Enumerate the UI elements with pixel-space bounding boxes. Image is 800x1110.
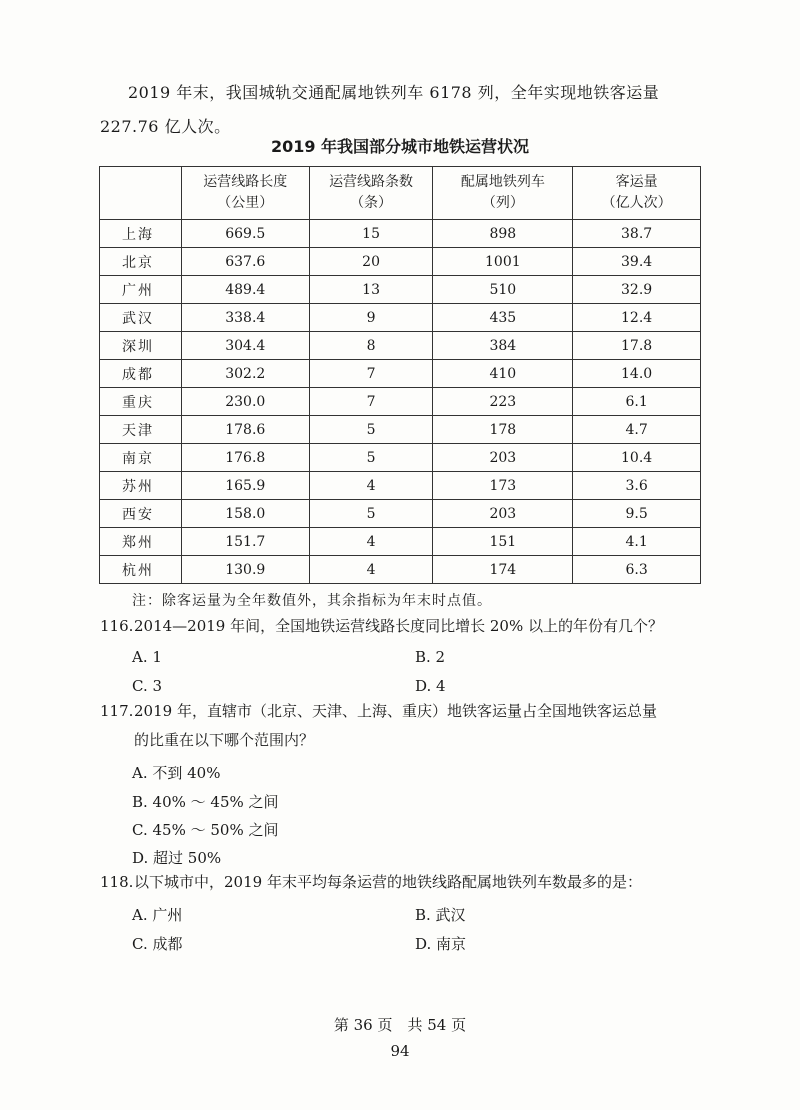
trains-cell: 435 bbox=[433, 304, 573, 332]
line-count-cell: 9 bbox=[309, 304, 433, 332]
line-length-cell: 230.0 bbox=[181, 388, 309, 416]
question-117-option-d[interactable]: D. 超过 50% bbox=[132, 849, 222, 867]
line-length-cell: 130.9 bbox=[181, 556, 309, 584]
city-cell: 武汉 bbox=[100, 304, 182, 332]
page-number: 94 bbox=[390, 1042, 410, 1060]
table-row bbox=[100, 360, 701, 388]
city-cell: 北京 bbox=[100, 248, 182, 276]
line-count-cell: 7 bbox=[309, 388, 433, 416]
line-length-cell: 165.9 bbox=[181, 472, 309, 500]
line-count-cell: 13 bbox=[309, 276, 433, 304]
line-length-cell: 489.4 bbox=[181, 276, 309, 304]
page-info: 第 36 页 共 54 页 bbox=[333, 1016, 467, 1034]
trains-cell: 203 bbox=[433, 444, 573, 472]
question-116 bbox=[100, 612, 663, 641]
question-117 bbox=[100, 697, 657, 755]
table-row bbox=[100, 500, 701, 528]
trains-cell: 178 bbox=[433, 416, 573, 444]
table-row bbox=[100, 248, 701, 276]
ridership-cell: 14.0 bbox=[573, 360, 701, 388]
header-line-count: 运营线路条数 （条） bbox=[309, 167, 433, 220]
table-row bbox=[100, 444, 701, 472]
question-116-option-d[interactable]: D. 4 bbox=[415, 677, 446, 695]
line-length-cell: 176.8 bbox=[181, 444, 309, 472]
line-count-cell: 5 bbox=[309, 416, 433, 444]
line-length-cell: 669.5 bbox=[181, 220, 309, 248]
question-118 bbox=[100, 868, 642, 897]
question-117-option-c[interactable]: C. 45% ～ 50% 之间 bbox=[132, 821, 279, 839]
trains-cell: 898 bbox=[433, 220, 573, 248]
city-cell: 郑州 bbox=[100, 528, 182, 556]
ridership-cell: 4.1 bbox=[573, 528, 701, 556]
table-row bbox=[100, 304, 701, 332]
question-117-option-b[interactable]: B. 40% ～ 45% 之间 bbox=[132, 793, 279, 811]
table-row bbox=[100, 276, 701, 304]
question-118-option-a[interactable]: A. 广州 bbox=[132, 906, 183, 924]
ridership-cell: 17.8 bbox=[573, 332, 701, 360]
line-length-cell: 304.4 bbox=[181, 332, 309, 360]
ridership-cell: 3.6 bbox=[573, 472, 701, 500]
table-row bbox=[100, 332, 701, 360]
question-118-option-b[interactable]: B. 武汉 bbox=[415, 906, 466, 924]
question-number: 117. bbox=[100, 702, 134, 720]
city-cell: 广州 bbox=[100, 276, 182, 304]
question-116-option-a[interactable]: A. 1 bbox=[132, 648, 162, 666]
question-118-option-d[interactable]: D. 南京 bbox=[415, 935, 467, 953]
city-cell: 重庆 bbox=[100, 388, 182, 416]
line-count-cell: 8 bbox=[309, 332, 433, 360]
table-row bbox=[100, 220, 701, 248]
table-title: 2019 年我国部分城市地铁运营状况 bbox=[270, 137, 530, 156]
question-117-option-a[interactable]: A. 不到 40% bbox=[132, 764, 221, 782]
line-count-cell: 4 bbox=[309, 556, 433, 584]
line-length-cell: 151.7 bbox=[181, 528, 309, 556]
header-line-length: 运营线路长度 （公里） bbox=[181, 167, 309, 220]
ridership-cell: 38.7 bbox=[573, 220, 701, 248]
table-row bbox=[100, 528, 701, 556]
ridership-cell: 6.1 bbox=[573, 388, 701, 416]
question-stem: 2019 年，直辖市（北京、天津、上海、重庆）地铁客运量占全国地铁客运总量 bbox=[134, 702, 657, 720]
ridership-cell: 12.4 bbox=[573, 304, 701, 332]
subway-data-table bbox=[99, 166, 701, 584]
ridership-cell: 39.4 bbox=[573, 248, 701, 276]
question-116-option-b[interactable]: B. 2 bbox=[415, 648, 446, 666]
ridership-cell: 10.4 bbox=[573, 444, 701, 472]
line-length-cell: 338.4 bbox=[181, 304, 309, 332]
table-row bbox=[100, 388, 701, 416]
city-cell: 深圳 bbox=[100, 332, 182, 360]
trains-cell: 384 bbox=[433, 332, 573, 360]
city-cell: 成都 bbox=[100, 360, 182, 388]
city-cell: 上海 bbox=[100, 220, 182, 248]
city-cell: 苏州 bbox=[100, 472, 182, 500]
table-row bbox=[100, 472, 701, 500]
line-length-cell: 302.2 bbox=[181, 360, 309, 388]
trains-cell: 174 bbox=[433, 556, 573, 584]
city-cell: 天津 bbox=[100, 416, 182, 444]
line-count-cell: 5 bbox=[309, 444, 433, 472]
question-number: 116. bbox=[100, 617, 134, 635]
line-length-cell: 178.6 bbox=[181, 416, 309, 444]
question-number: 118. bbox=[100, 873, 134, 891]
city-cell: 南京 bbox=[100, 444, 182, 472]
line-count-cell: 7 bbox=[309, 360, 433, 388]
header-blank bbox=[100, 167, 182, 220]
line-count-cell: 4 bbox=[309, 528, 433, 556]
trains-cell: 151 bbox=[433, 528, 573, 556]
table-row bbox=[100, 416, 701, 444]
line-count-cell: 20 bbox=[309, 248, 433, 276]
line-count-cell: 5 bbox=[309, 500, 433, 528]
trains-cell: 203 bbox=[433, 500, 573, 528]
question-116-option-c[interactable]: C. 3 bbox=[132, 677, 163, 695]
ridership-cell: 9.5 bbox=[573, 500, 701, 528]
table-header-row bbox=[100, 167, 701, 220]
city-cell: 西安 bbox=[100, 500, 182, 528]
table-body bbox=[100, 220, 701, 584]
trains-cell: 173 bbox=[433, 472, 573, 500]
question-stem-continued: 的比重在以下哪个范围内？ bbox=[134, 731, 315, 749]
ridership-cell: 32.9 bbox=[573, 276, 701, 304]
header-ridership: 客运量 （亿人次） bbox=[573, 167, 701, 220]
line-length-cell: 158.0 bbox=[181, 500, 309, 528]
city-cell: 杭州 bbox=[100, 556, 182, 584]
question-118-option-c[interactable]: C. 成都 bbox=[132, 935, 183, 953]
trains-cell: 510 bbox=[433, 276, 573, 304]
header-trains: 配属地铁列车 （列） bbox=[433, 167, 573, 220]
question-stem: 以下城市中，2019 年末平均每条运营的地铁线路配属地铁列车数最多的是： bbox=[134, 873, 642, 891]
trains-cell: 1001 bbox=[433, 248, 573, 276]
trains-cell: 223 bbox=[433, 388, 573, 416]
line-count-cell: 4 bbox=[309, 472, 433, 500]
trains-cell: 410 bbox=[433, 360, 573, 388]
ridership-cell: 4.7 bbox=[573, 416, 701, 444]
intro-paragraph: 2019 年末，我国城轨交通配属地铁列车 6178 列，全年实现地铁客运量 227.76 亿人次。 bbox=[100, 83, 660, 136]
question-stem: 2014—2019 年间，全国地铁运营线路长度同比增长 20% 以上的年份有几个？ bbox=[134, 617, 663, 635]
table-note: 注：除客运量为全年数值外，其余指标为年末时点值。 bbox=[132, 593, 492, 609]
line-count-cell: 15 bbox=[309, 220, 433, 248]
table-row bbox=[100, 556, 701, 584]
line-length-cell: 637.6 bbox=[181, 248, 309, 276]
ridership-cell: 6.3 bbox=[573, 556, 701, 584]
